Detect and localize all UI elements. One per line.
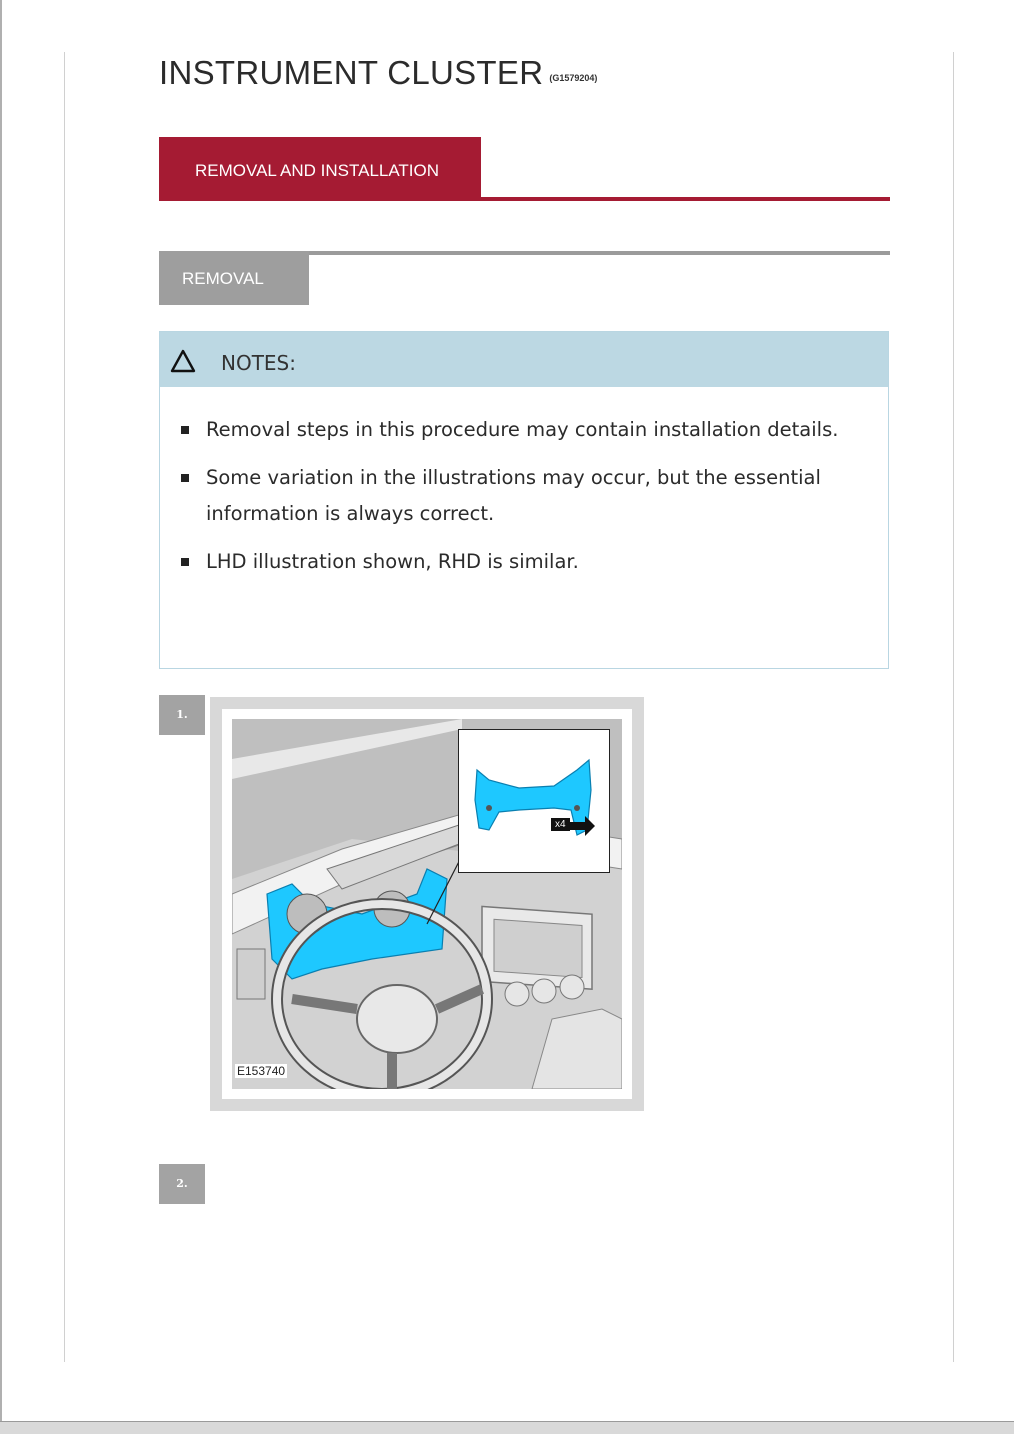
figure-canvas: [222, 709, 632, 1099]
section-tab-removal-installation: [159, 137, 481, 201]
page-margin-left: [64, 52, 65, 1362]
notes-box: [159, 331, 889, 669]
page-title-row: [159, 54, 597, 92]
bullet-icon: [181, 558, 189, 566]
step-number-2: 2.: [159, 1164, 205, 1204]
figure-id-label: E153740: [237, 1064, 286, 1078]
cluster-surround-detail: [459, 730, 609, 872]
notes-list: [160, 412, 888, 592]
page-edge: [0, 0, 2, 1434]
note-item: Some variation in the illustrations may occur, but the essential information is always correct.: [160, 460, 888, 532]
note-item: Removal steps in this procedure may contain installation details.: [160, 412, 888, 448]
page-footer-gap: [0, 1422, 1014, 1434]
section-tab-label: REMOVAL: [182, 269, 264, 288]
page-margin-right: [953, 52, 954, 1362]
step-number-1: 1.: [159, 695, 205, 735]
section-tab-removal: [159, 251, 309, 305]
document-code: (G1579204): [549, 73, 598, 83]
notes-title: NOTES:: [221, 351, 296, 375]
bullet-icon: [181, 426, 189, 434]
section-tab-label: REMOVAL AND INSTALLATION: [195, 161, 440, 180]
notes-header: [160, 332, 888, 387]
page-title: INSTRUMENT CLUSTER: [159, 54, 544, 91]
note-item: LHD illustration shown, RHD is similar.: [160, 544, 888, 580]
callout-inset: [458, 729, 610, 873]
step-1-figure: [210, 697, 644, 1111]
bullet-icon: [181, 474, 189, 482]
quantity-callout: x4: [551, 818, 570, 831]
warning-triangle-icon: [170, 348, 196, 374]
